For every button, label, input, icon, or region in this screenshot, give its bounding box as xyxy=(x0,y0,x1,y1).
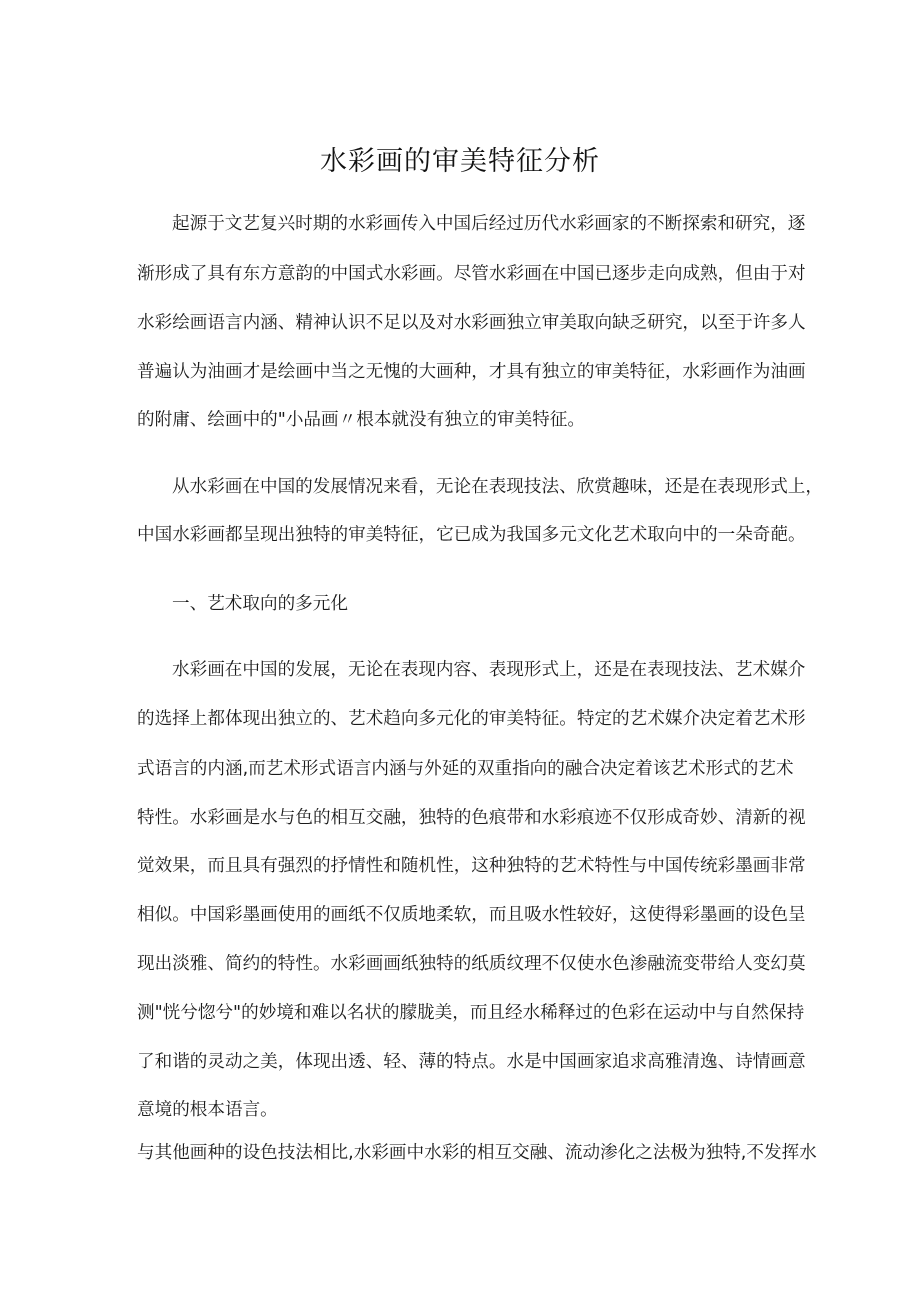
text-line: 与其他画种的设色技法相比,水彩画中水彩的相互交融、流动渗化之法极为独特,不发挥水 xyxy=(137,1143,817,1163)
text-line: 觉效果，而且具有强烈的抒情性和随机性，这种独特的艺术特性与中国传统彩墨画非常 xyxy=(137,856,806,876)
text-line: 水彩画在中国的发展，无论在表现内容、表现形式上，还是在表现技法、艺术媒介 xyxy=(172,660,806,680)
text-line: 起源于文艺复兴时期的水彩画传入中国后经过历代水彩画家的不断探索和研究，逐 xyxy=(172,214,806,234)
text-line: 意境的根本语言。 xyxy=(137,1100,278,1120)
text-line: 测"恍兮惚兮"的妙境和难以名状的朦胧美，而且经水稀释过的色彩在运动中与自然保持 xyxy=(137,1003,805,1023)
text-line: 从水彩画在中国的发展情况来看，无论在表现技法、欣赏趣味，还是在表现形式上， xyxy=(172,477,823,497)
section-heading: 一、艺术取向的多元化 xyxy=(172,594,348,614)
text-line: 中国水彩画都呈现出独特的审美特征，它已成为我国多元文化艺术取向中的一朵奇葩。 xyxy=(137,525,806,545)
text-line: 相似。中国彩墨画使用的画纸不仅质地柔软，而且吸水性较好，这使得彩墨画的设色呈 xyxy=(137,905,806,925)
text-line: 的附庸、绘画中的"小品画〃根本就没有独立的审美特征。 xyxy=(137,410,585,430)
text-line: 了和谐的灵动之美，体现出透、轻、薄的特点。水是中国画家追求高雅清逸、诗情画意 xyxy=(137,1052,806,1072)
text-line: 水彩绘画语言内涵、精神认识不足以及对水彩画独立审美取向缺乏研究，以至于许多人 xyxy=(137,313,806,333)
text-line: 特性。水彩画是水与色的相互交融，独特的色痕带和水彩痕迹不仅形成奇妙、清新的视 xyxy=(137,808,806,828)
text-line: 的选择上都体现出独立的、艺术趋向多元化的审美特征。特定的艺术媒介决定着艺术形 xyxy=(137,709,806,729)
text-line: 普遍认为油画才是绘画中当之无愧的大画种，才具有独立的审美特征，水彩画作为油画 xyxy=(137,362,806,382)
document-title: 水彩画的审美特征分析 xyxy=(320,146,600,177)
text-line: 式语言的内涵,而艺术形式语言内涵与外延的双重指向的融合决定着该艺术形式的艺术 xyxy=(137,759,794,779)
text-line: 渐形成了具有东方意韵的中国式水彩画。尽管水彩画在中国已逐步走向成熟，但由于对 xyxy=(137,264,806,284)
text-line: 现出淡雅、简约的特性。水彩画画纸独特的纸质纹理不仅使水色渗融流变带给人变幻莫 xyxy=(137,954,806,974)
